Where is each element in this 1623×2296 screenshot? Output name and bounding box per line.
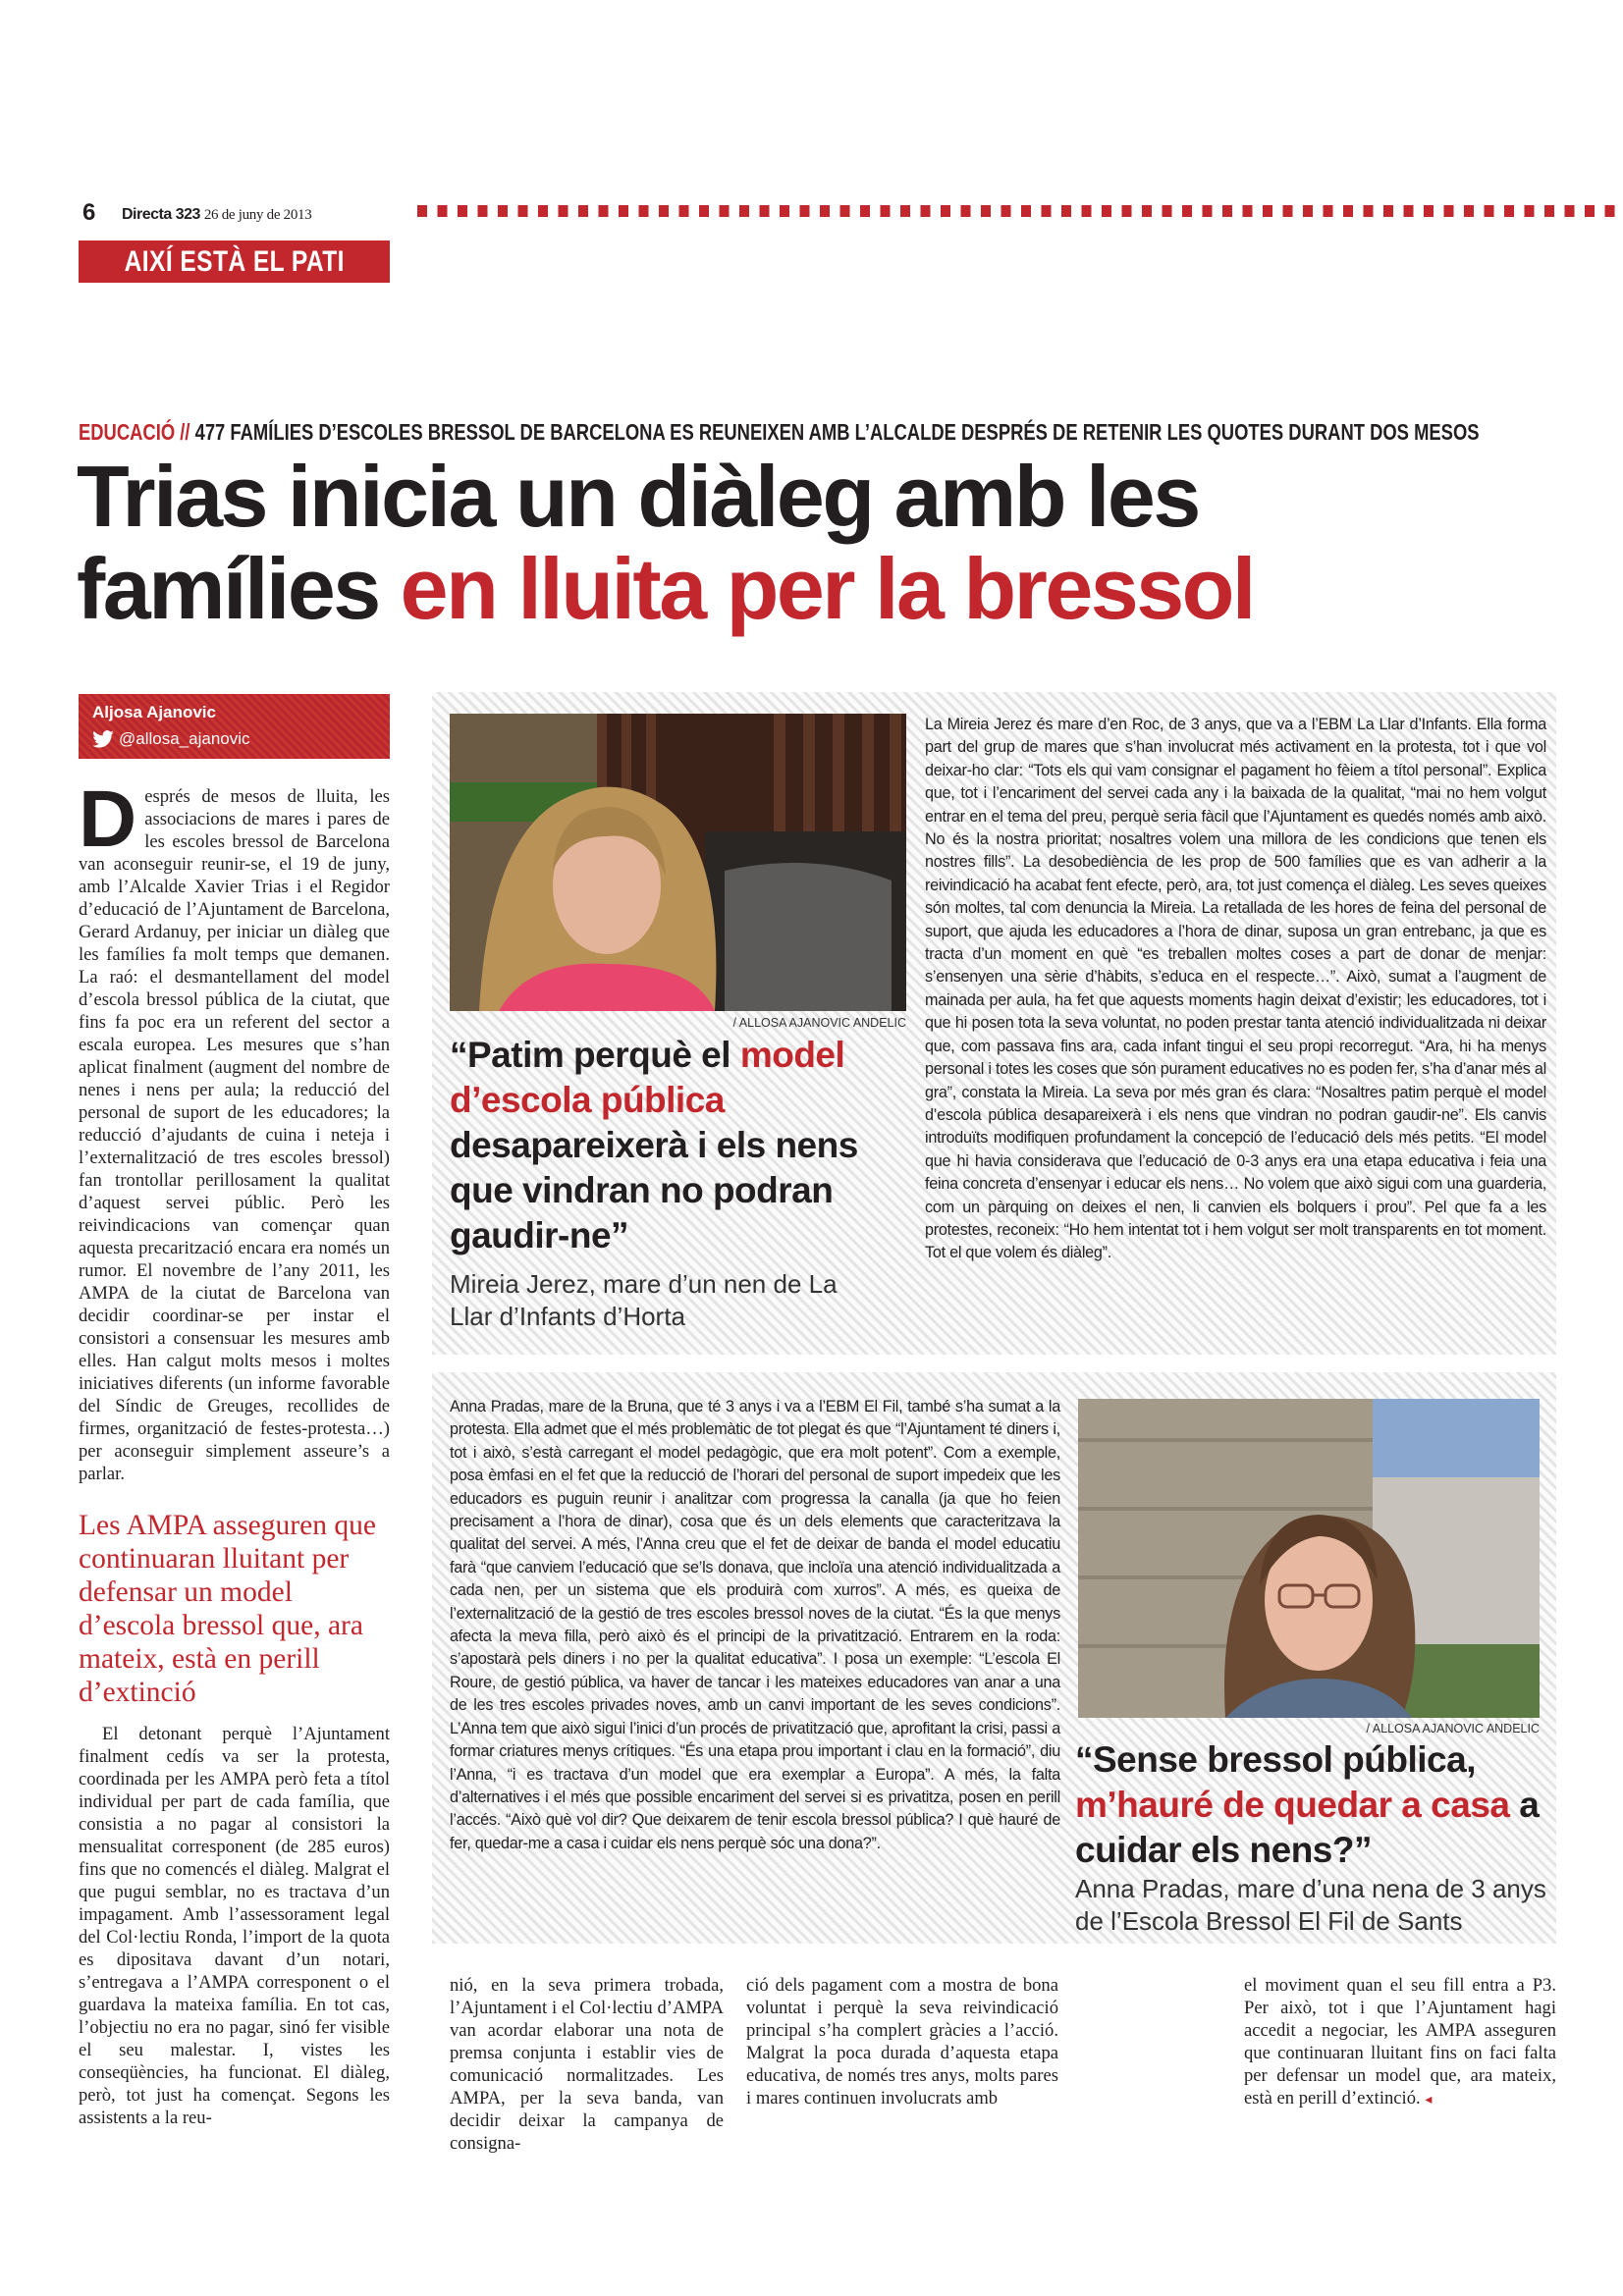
quote-black-end: a cuidar els nens?” <box>1075 1785 1540 1870</box>
quote-black-end: desapareixerà i els nens que vindran no podran gaudir-ne” <box>450 1125 858 1255</box>
body-column-2: nió, en la seva primera trobada, l’Ajuntament i el Col·lectiu d’AMPA van acordar elaborar una nota de premsa conjunta i establir vies de comunicació normalitzades. Les AMPA, per la seva banda, van decidir deixar la campanya de consigna- <box>450 1975 724 2154</box>
quote-red-highlight: model d’escola pública <box>450 1035 845 1120</box>
photo-mireia-jerez <box>450 714 906 1011</box>
quote-black-start: “Sense bressol pública, <box>1075 1739 1476 1780</box>
section-banner <box>79 240 390 283</box>
subheading: Les AMPA asseguren que continuaran lluitant per defensar un model d’escola bressol que, ara mateix, està en perill d’extinció <box>79 1510 376 1708</box>
body-column-4 <box>1244 1974 1556 2111</box>
quote-red-highlight: m’hauré de quedar a casa <box>1075 1785 1510 1825</box>
headline-black-part: famílies <box>77 540 401 637</box>
issue-date: 26 de juny de 2013 <box>203 207 312 223</box>
pull-quote <box>1075 1737 1546 1873</box>
lead-paragraph <box>79 774 390 1485</box>
end-mark-icon: ◂ <box>1425 2093 1433 2108</box>
body-column-3: ció dels pagament com a mostra de bona voluntat i perquè la seva reivindicació principal s’ha complert gràcies a l’acció. Malgrat la poca durada d’aquesta etapa educativa, de només tres anys, molts pares i mares continuen involucrats amb <box>746 1975 1058 2109</box>
headline-line-1: Trias inicia un diàleg amb les <box>77 448 1199 545</box>
body-column-1: El detonant perquè l’Ajuntament finalment cedís va ser la protesta, coordinada per les AMPA però feta a títol individual per part de cada família, que consistia a no pagar al consistori la mensualitat corresponent (de 285 euros) fins que no comencés el diàleg. Malgrat el que pugui semblar, no es tractava d’un impagament. Amb l’assessorament legal del Col·lectiu Ronda, l’import de la quota es dipositava davant d’un notari, s’entregava a l’AMPA corresponent o el guardava la mateixa família. En tot cas, l’objectiu no era no pagar, sinó fer visible el seu malestar. I, vistes les conseqüències, ha funcionat. El diàleg, però, tot just ha començat. Segons les assistents a la reu- <box>79 1724 390 2128</box>
dashed-rule <box>417 205 1623 217</box>
body-column-4-text: el moviment quan el seu fill entra a P3. Per això, tot i que l’Ajuntament hagi accedit a negociar, les AMPA asseguren que continuaran lluitant fins on faci falta per defensar un model que, ara mateix, està en perill d’extinció. <box>1244 1975 1556 2109</box>
drop-cap: D <box>79 774 137 864</box>
lead-text: esprés de mesos de lluita, les associacions de mares i pares de les escoles bressol de Barcelona van aconseguir reunir-se, el 19 de juny, amb l’Alcalde Xavier Trias i el Regidor d’educació de l’Ajuntament de Barcelona, Gerard Ardanuy, per iniciar un diàleg que les famílies fa molt temps que demanen. La raó: el desmantellament del model d’escola bressol pública de la ciutat, que fins fa poc era un referent del sector a escala europea. Les mesures que s’han aplicat finalment (augment del nombre de nenes i nens per aula; la reducció del personal de suport de les educadores; la reducció d’ajudants de cuina i neteja i l’externalització de tres escoles bressol) fan trontollar perillosament la qualitat d’aquest servei públic. Però les reivindicacions van començar quan aquesta precarització encara era només un rumor. El novembre de l’any 2011, les AMPA de la ciutat de Barcelona van decidir coordinar-se per instar el consistori a consensuar les mesures amb elles. Han calgut molts mesos i moltes iniciatives diferents (un informe favorable del Síndic de Greuges, recollides de firmes, organització de festes-protesta…) per aconseguir simplement asseure’s a parlar. <box>79 786 390 1484</box>
pull-quote <box>450 1033 911 1258</box>
photo-credit: / ALLOSA AJANOVIC ANDELIC <box>732 1016 906 1030</box>
kicker-section: EDUCACIÓ // <box>79 419 190 445</box>
twitter-handle[interactable] <box>92 729 250 749</box>
photo-credit: / ALLOSA AJANOVIC ANDELIC <box>1366 1722 1540 1735</box>
publication-name: Directa 323 <box>122 206 200 223</box>
interview-text: Anna Pradas, mare de la Bruna, que té 3 anys i va a l’EBM El Fil, també s’ha sumat a la protesta. Ella admet que el més problemàtic de tot plegat és que “l’Ajuntament té diners i, tot i això, s’està carregant el model pedagògic, que era molt potent”. Com a exemple, posa èmfasi en el fet que la reducció de l’horari del personal de suport impedeix que les educadors es puguin reunir i analitzar com progressa la canalla (ja que ho feien precisament a l’hora de dinar), cosa que és un dels elements que caracteritzava la qualitat del servei. A més, l’Anna creu que el fet de deixar de banda el model educatiu farà “que canviem l’educació que se’ls donava, que incloïa una atenció individualitzada a cada nen, per un sistema que els produirà com xurros”. A més, es queixa de l’externalització de la gestió de tres escoles bressol noves de la ciutat. “És la que menys afecta la meva filla, però això és el principi de la privatització. Entrarem en la roda: s’apostarà pels diners i no per la qualitat educativa”. I posa un exemple: “L’escola El Roure, de gestió pública, va haver de tancar i les mateixes educadores van anar a una de les tres escoles privades noves, amb un canvi important de les seves condicions”. L’Anna tem que això sigui l’inici d’un procés de privatització que, aprofitant la crisi, passi a formar criatures menys crítiques. “És una etapa prou important i clau en la formació”, diu l’Anna, “i es tractava d’un model que era exemplar a Europa”. A més, la falta d’alternatives i el més que possible encariment del servei si es privatitza, posen en perill l’accés. “Això què vol dir? Que deixarem de tenir escola bressol pública? I què hauré de fer, quedar-me a casa i cuidar els nens perquè sóc una dona?”. <box>450 1398 1060 1852</box>
publication-info <box>122 206 311 224</box>
author-name: Aljosa Ajanovic <box>92 703 216 721</box>
section-title: AIXÍ ESTÀ EL PATI <box>124 244 345 278</box>
quote-attribution: Anna Pradas, mare d’una nena de 3 anys de l’Escola Bressol El Fil de Sants <box>1075 1874 1546 1936</box>
headline-line-2 <box>77 540 1254 637</box>
quote-attribution: Mireia Jerez, mare d’un nen de La Llar d’Infants d’Horta <box>450 1269 838 1331</box>
twitter-bird-icon <box>92 730 114 748</box>
twitter-handle-text: @allosa_ajanovic <box>119 729 250 748</box>
photo-anna-pradas <box>1078 1399 1540 1718</box>
quote-black-start: “Patim perquè el <box>450 1035 740 1075</box>
interview-text: La Mireia Jerez és mare d’en Roc, de 3 anys, que va a l’EBM La Llar d’Infants. Ella forma part del grup de mares que s’han involucrat més activament en la protesta, tot i que vol deixar-ho clar: “Tots els qui vam consignar el pagament ho fèiem a títol personal”. Explica que, tot i l’encariment del servei cada any i la baixada de la qualitat, “mai no hem volgut entrar en el tema del preu, perquè seria fàcil que l’Ajuntament es quedés només amb això. No és la nostra prioritat; nosaltres volem una millora de les condicions que tenen els nostres fills”. La desobediència de les prop de 500 famílies que es van adherir a la reivindicació ha acabat fent efecte, però, ara, tot just comença el diàleg. Les seves queixes són moltes, tal com denuncia la Mireia. La retallada de les hores de feina del personal de suport, que ajuda les educadores a l’hora de dinar, suposa un gran entrebanc, ja que es tracta d’un moment en què “es treballen moltes coses a part de donar de menjar: s’ensenyen una sèrie d’hàbits, s’educa en el respecte…”. Això, sumat a l’augment de mainada per aula, ha fet que aquests moments hagin deixat d’existir; les educadores, tot i que hi posen tota la seva voluntat, no poden prestar tanta atenció individualitzada ni deixar que, com passava fins ara, cada infant tingui el seu propi recorregut. “Ara, hi ha menys personal i totes les coses que són purament educatives no es poden fer, s’ha d’anar més al gra”, constata la Mireia. La seva por més gran és clara: “Nosaltres patim perquè el model d’escola pública desapareixerà i els nens que vindran no podran gaudir-ne”. Els canvis introduïts modifiquen profundament la concepció de l’educació dels més petits. “El model que hi havia considerava que l’educació de 0-3 anys era una etapa educativa i feia una feina concreta d’ensenyar i educar els nens… No volem que això sigui com una guarderia, com un pàrquing on deixes el nen, li canvien els bolquers i prou”. Pel que fa a les protestes, reconeix: “Ho hem intentat tot i hem volgut ser molt transparents en tot moment. Tot el que volem és diàleg”. <box>925 716 1546 1262</box>
byline <box>79 694 390 759</box>
headline-red-part: en lluita per la bressol <box>400 540 1254 637</box>
kicker-text: 477 FAMÍLIES D’ESCOLES BRESSOL DE BARCELONA ES REUNEIXEN AMB L’ALCALDE DESPRÉS DE RETENIR LES QUOTES DURANT DOS MESOS <box>189 419 1480 445</box>
page-number: 6 <box>82 199 96 226</box>
interview-box-mireia <box>432 692 1556 1355</box>
interview-box-anna <box>432 1372 1556 1944</box>
article-kicker <box>79 419 1480 446</box>
